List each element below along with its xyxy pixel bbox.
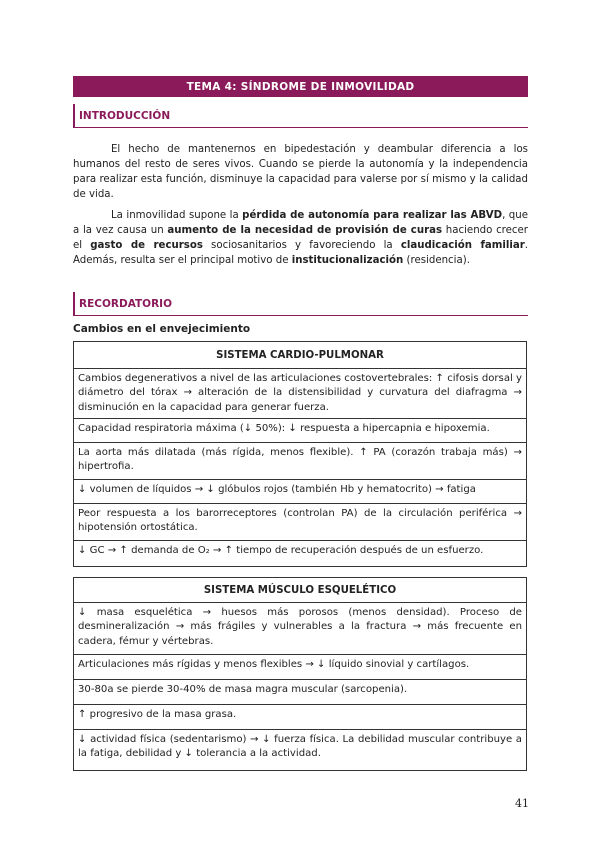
chapter-title-banner: TEMA 4: SÍNDROME DE INMOVILIDAD: [73, 76, 528, 97]
table-header: SISTEMA MÚSCULO ESQUELÉTICO: [74, 578, 526, 603]
table-row: Cambios degenerativos a nivel de las articulaciones costovertebrales: ↑ cifosis dorsal y diámetro del tórax → alteración de la distensibilidad y curvatura del diafragma → disminución en la capacidad para generar fuerza.: [74, 369, 526, 419]
bold-term: aumento de la necesidad de provisión de curas: [167, 225, 443, 236]
bold-term: gasto de recursos: [90, 240, 203, 251]
table-row: Capacidad respiratoria máxima (↓ 50%): ↓ respuesta a hipercapnia e hipoxemia.: [74, 419, 526, 443]
table-row: ↓ GC → ↑ demanda de O₂ → ↑ tiempo de recuperación después de un esfuerzo.: [78, 545, 484, 556]
table-row: ↓ volumen de líquidos → ↓ glóbulos rojos (también Hb y hematocrito) → fatiga: [74, 480, 526, 504]
intro-paragraph-2: La inmovilidad supone la pérdida de autonomía para realizar las ABVD, que a la vez causa un aumento de la necesidad de provisión de curas haciendo crecer el gasto de recursos sociosanitarios y favoreciendo la claudicación familiar. Además, resulta ser el principal motivo de institucionalización (residencia).: [73, 210, 529, 266]
table-row: ↑ progresivo de la masa grasa.: [74, 705, 526, 730]
table-row: La aorta más dilatada (más rígida, menos flexible). ↑ PA (corazón trabaja más) → hipertrofia.: [74, 443, 526, 480]
table-header: SISTEMA CARDIO-PULMONAR: [74, 342, 526, 369]
table-row: 30-80a se pierde 30-40% de masa magra muscular (sarcopenia).: [74, 680, 526, 705]
table-musculo-esqueletico: [73, 577, 527, 771]
section-heading-introduccion: INTRODUCCIÓN: [73, 104, 528, 128]
bold-term: pérdida de autonomía para realizar las ABVD: [242, 210, 503, 221]
section-heading-recordatorio: RECORDATORIO: [73, 292, 528, 316]
subheading-cambios: Cambios en el envejecimiento: [73, 323, 251, 335]
bold-term: claudicación familiar: [400, 240, 525, 251]
table-cardio-pulmonar: [73, 341, 527, 567]
bold-term: institucionalización: [291, 255, 404, 266]
intro-paragraph-1: El hecho de mantenernos en bipedestación y deambular diferencia a los humanos del resto de seres vivos. Cuando se pierde la autonomía y la independencia para realizar esta función, disminuye la capacidad para valerse por sí mismo y la calidad de vida.: [73, 144, 528, 200]
table-row: ↓ actividad física (sedentarismo) → ↓ fuerza física. La debilidad muscular contribuye a la fatiga, debilidad y ↓ tolerancia a la actividad.: [78, 734, 522, 760]
page-number: 41: [515, 797, 529, 810]
table-row: Articulaciones más rígidas y menos flexibles → ↓ líquido sinovial y cartílagos.: [74, 655, 526, 680]
table-row: Peor respuesta a los barorreceptores (controlan PA) de la circulación periférica → hipotensión ortostática.: [74, 504, 526, 541]
table-row: ↓ masa esquelética → huesos más porosos (menos densidad). Proceso de desmineralización → más frágiles y vulnerables a la fractura → más frecuente en cadera, fémur y vértebras.: [74, 603, 526, 655]
